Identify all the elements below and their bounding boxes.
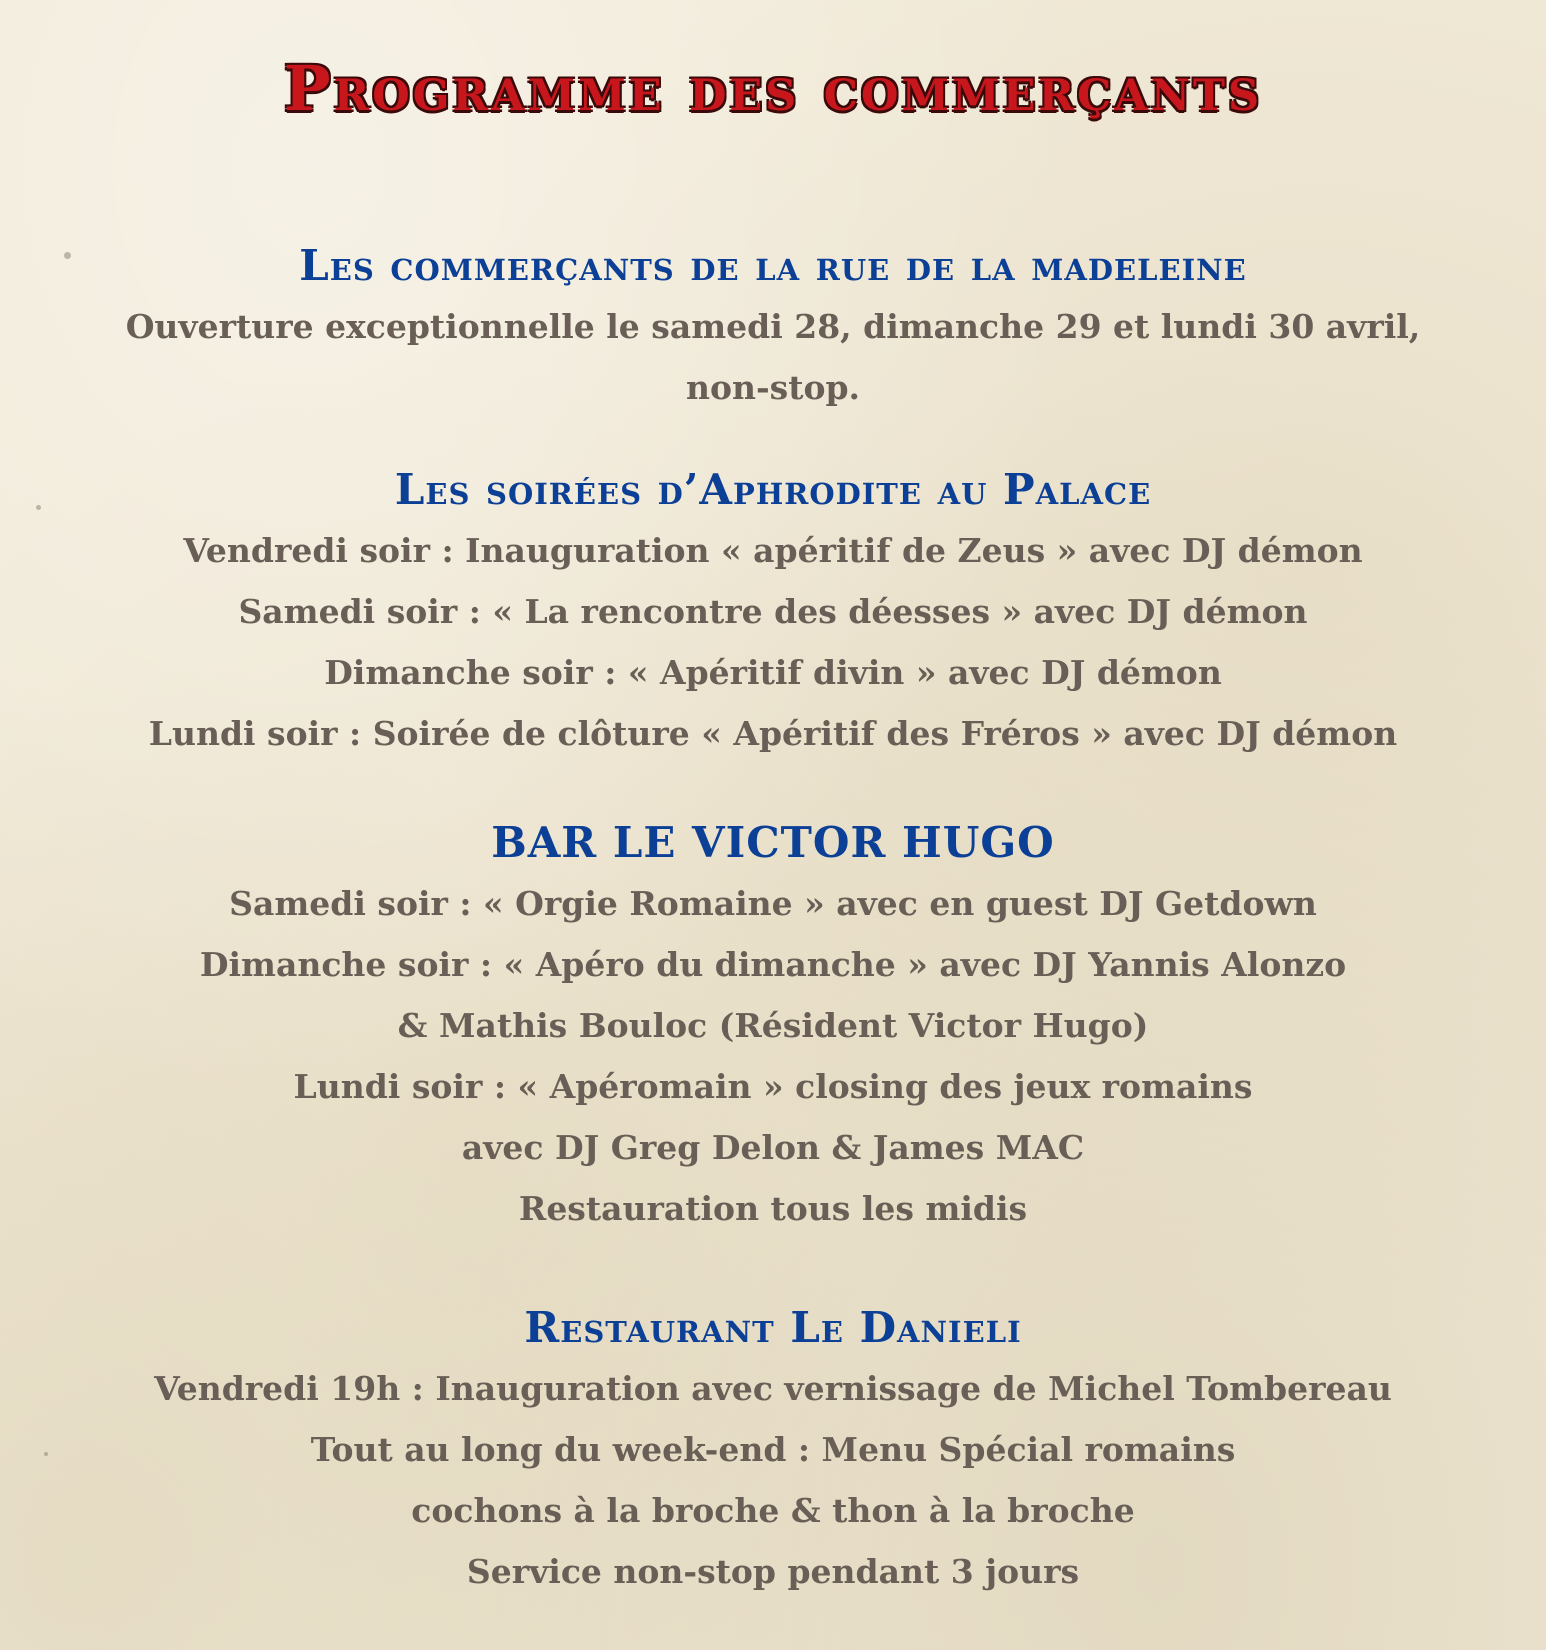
section-madeleine xyxy=(0,236,1546,418)
section-line: Dimanche soir : « Apéritif divin » avec DJ démon xyxy=(324,653,1222,692)
section-line: Tout au long du week-end : Menu Spécial romains xyxy=(310,1430,1236,1469)
section-line: Vendredi soir : Inauguration « apéritif de Zeus » avec DJ démon xyxy=(183,531,1363,570)
paper-speck xyxy=(64,252,71,259)
section-line: Lundi soir : « Apéromain » closing des jeux romains xyxy=(293,1067,1253,1106)
section-line: Ouverture exceptionnelle le samedi 28, dimanche 29 et lundi 30 avril, xyxy=(125,307,1421,346)
paper-speck xyxy=(44,1452,48,1456)
section-line: Dimanche soir : « Apéro du dimanche » avec DJ Yannis Alonzo xyxy=(199,945,1347,984)
section-line: cochons à la broche & thon à la broche xyxy=(411,1491,1135,1530)
section-title: Restaurant Le Danieli xyxy=(524,1303,1022,1352)
section-line: Restauration tous les midis xyxy=(518,1189,1028,1228)
section-line: Lundi soir : Soirée de clôture « Apéritif des Fréros » avec DJ démon xyxy=(148,714,1398,753)
section-line: Samedi soir : « La rencontre des déesses » avec DJ démon xyxy=(238,592,1308,631)
section-line: avec DJ Greg Delon & James MAC xyxy=(461,1128,1085,1167)
page-title: Programme des commerçants xyxy=(283,52,1263,125)
section-line: Samedi soir : « Orgie Romaine » avec en guest DJ Getdown xyxy=(229,884,1317,923)
section-line: non-stop. xyxy=(685,368,861,407)
paper-speck xyxy=(36,505,41,510)
section-aphrodite xyxy=(0,460,1546,764)
section-victor-hugo xyxy=(0,813,1546,1239)
section-title: BAR LE VICTOR HUGO xyxy=(491,818,1055,867)
section-title: Les soirées d’Aphrodite au Palace xyxy=(394,465,1152,514)
section-line: Vendredi 19h : Inauguration avec vernissage de Michel Tombereau xyxy=(154,1369,1392,1408)
section-title: Les commerçants de la rue de la madeleine xyxy=(299,241,1247,290)
section-line: & Mathis Bouloc (Résident Victor Hugo) xyxy=(397,1006,1149,1045)
section-danieli xyxy=(0,1298,1546,1602)
section-line: Service non-stop pendant 3 jours xyxy=(466,1552,1080,1591)
